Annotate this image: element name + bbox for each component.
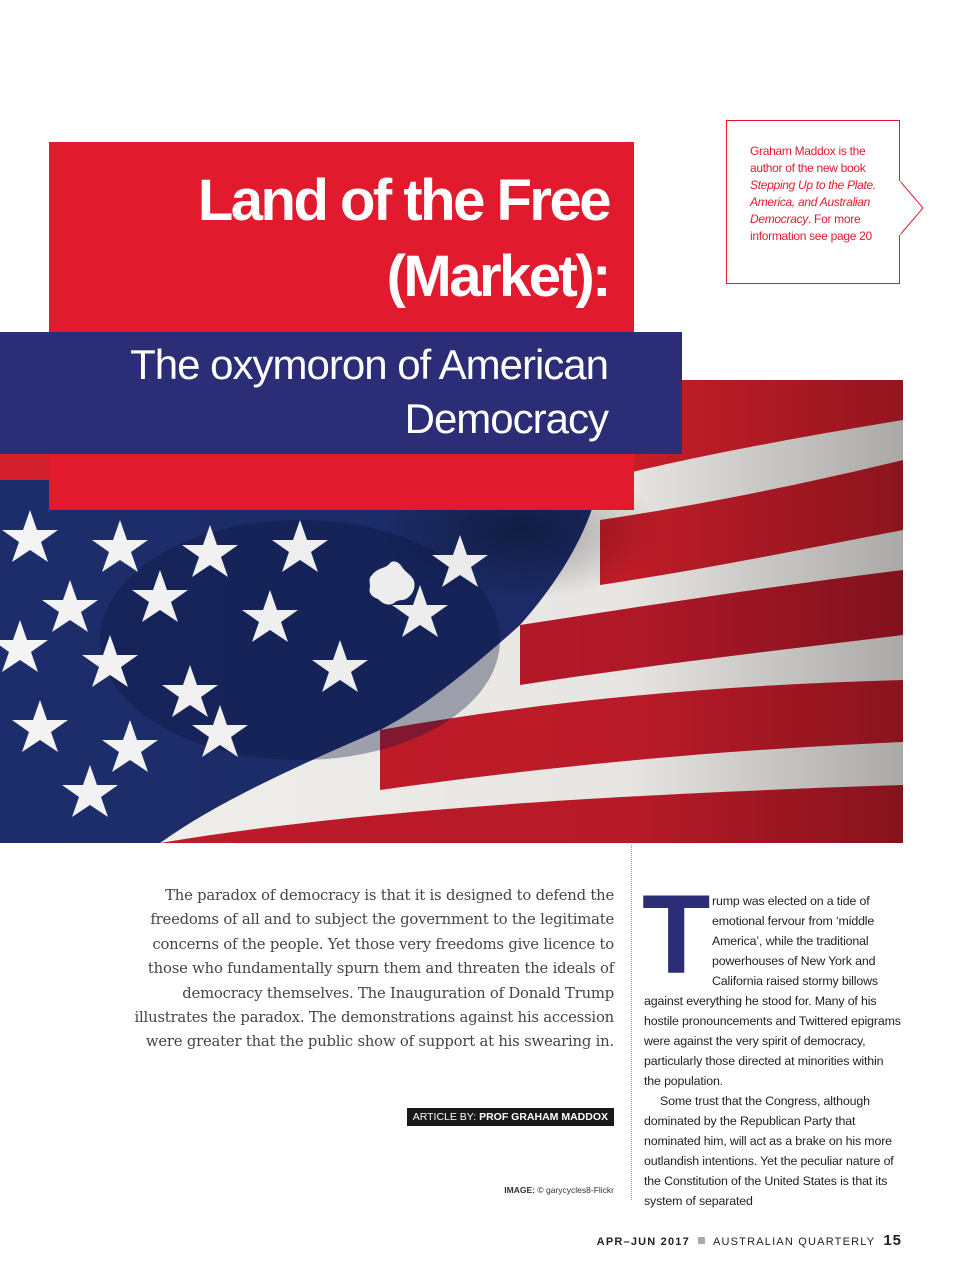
footer-publication: AUSTRALIAN QUARTERLY — [712, 1236, 876, 1248]
column-divider — [631, 845, 632, 1200]
article-subtitle-line-1: The oxymoron of American — [130, 341, 608, 388]
body-paragraph-text: rump was elected on a tide of emotional fervour from ‘middle America’, while the traditional powerhouses of New York and California raised stormy billows against everything he stood for. Many of his hostile pronouncements and Twittered epigrams were against the very spirit of democracy, particularly those directed at minorities within the population. — [644, 894, 901, 1088]
callout-line: Graham Maddox is the — [750, 144, 866, 158]
callout-line: author of the new book — [750, 161, 866, 175]
article-byline — [407, 1108, 614, 1126]
book-title: Stepping Up to the Plate. — [750, 178, 876, 192]
page-number: 15 — [883, 1232, 902, 1249]
drop-cap: T — [642, 872, 711, 997]
book-title: America, and Australian — [750, 195, 871, 209]
body-paragraph — [642, 872, 902, 1091]
article-title — [49, 163, 609, 315]
callout-line: . For more — [807, 212, 861, 226]
image-credit — [504, 1185, 614, 1195]
page-footer — [597, 1232, 902, 1250]
image-credit-text: © garycycles8-Flickr — [537, 1185, 614, 1195]
article-title-line-2: (Market): — [386, 244, 609, 309]
byline-label: ARTICLE BY: — [412, 1111, 477, 1123]
author-callout-text — [750, 143, 890, 245]
image-credit-label: IMAGE: — [504, 1185, 535, 1195]
callout-arrow-icon — [899, 180, 939, 236]
article-subtitle — [0, 338, 608, 446]
article-abstract: The paradox of democracy is that it is designed to defend the freedoms of all and to subject the government to the legitimate concerns of the people. Yet those very freedoms give licence to those who fundamentally spurn them and threaten the ideals of democracy themselves. The Inauguration of Donald Trump illustrates the paradox. The demonstrations against his accession were greater that the public show of support at his swearing in. — [134, 887, 614, 1051]
article-title-line-1: Land of the Free — [197, 168, 609, 233]
article-subtitle-line-2: Democracy — [404, 395, 608, 442]
byline-author: PROF GRAHAM MADDOX — [479, 1111, 608, 1123]
footer-issue: APR–JUN 2017 — [596, 1236, 690, 1248]
footer-separator-icon — [698, 1237, 705, 1244]
body-paragraph: Some trust that the Congress, although dominated by the Republican Party that nominated him, will act as a brake on his more outlandish intentions. Yet the peculiar nature of the Constitution of the United States is that its system of separated — [644, 1094, 894, 1208]
article-body — [642, 872, 902, 1211]
book-title: Democracy — [750, 212, 808, 226]
callout-line: information see page 20 — [750, 229, 872, 243]
